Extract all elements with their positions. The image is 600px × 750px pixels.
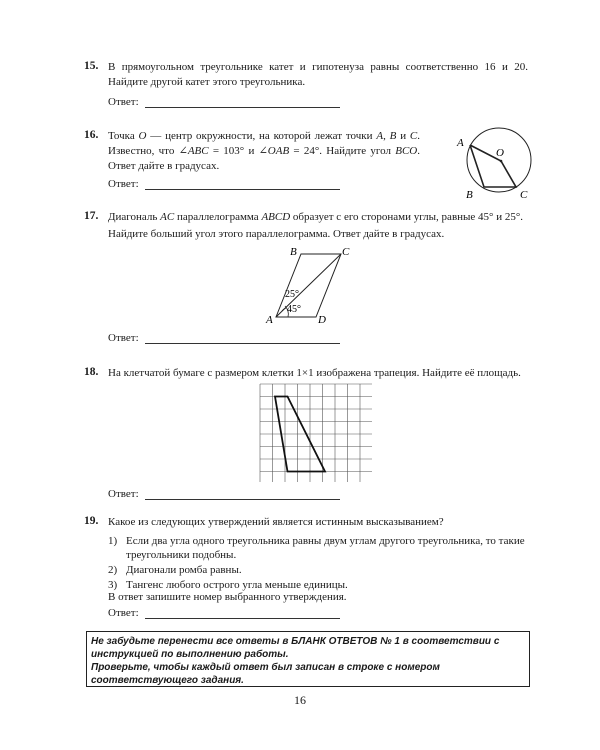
answer-label: Ответ:: [108, 332, 139, 344]
problem-17-number: 17.: [84, 210, 99, 222]
label-C: C: [520, 189, 528, 201]
problem-15-answer[interactable]: [108, 96, 340, 108]
circle-inscribed-lines: [470, 145, 516, 187]
angle-label-45: 45°: [287, 304, 301, 315]
grid-lines: [260, 384, 372, 482]
answer-label: Ответ:: [108, 488, 139, 500]
problem-17-answer[interactable]: [108, 332, 340, 344]
problem-15-text: В прямоугольном треугольнике катет и гипотенуза равны соответственно 16 и 20. Найдите другой катет этого треугольника.: [108, 61, 528, 88]
notice-line-2: Проверьте, чтобы каждый ответ был записан в строке с номером соответствующего задания.: [91, 662, 440, 686]
problem-19-options: [108, 534, 528, 592]
option-number: 2): [108, 564, 118, 576]
center-point: [500, 160, 503, 163]
page-number: 16: [294, 693, 306, 707]
answer-label: Ответ:: [108, 96, 139, 108]
label-A: A: [457, 137, 464, 149]
option-text: Тангенс любого острого угла меньше единицы.: [126, 579, 348, 591]
option-text: Диагонали ромба равны.: [126, 564, 242, 576]
problem-19-answer[interactable]: [108, 607, 340, 619]
diagonal-AC: [276, 254, 341, 317]
problem-19-question: Какое из следующих утверждений является истинным высказыванием?: [108, 516, 444, 528]
answer-label: Ответ:: [108, 607, 139, 619]
circle-figure: [448, 124, 548, 204]
option-text: Если два угла одного треугольника равны двум углам другого треугольника, то такие треугольники подобны.: [126, 535, 525, 561]
notice-line-1: Не забудьте перенести все ответы в БЛАНК ОТВЕТОВ № 1 в соответствии с инструкцией по выполнению работы.: [91, 636, 500, 660]
answer-label: Ответ:: [108, 178, 139, 190]
answer-field[interactable]: [145, 97, 340, 108]
answer-field[interactable]: [145, 608, 340, 619]
label-O: O: [496, 147, 504, 159]
problem-18-answer[interactable]: [108, 488, 340, 500]
problem-17-text2: Найдите больший угол этого параллелограмма. Ответ дайте в градусах.: [108, 228, 445, 240]
problem-19-instruction: В ответ запишите номер выбранного утверждения.: [108, 591, 347, 603]
label-A: A: [266, 314, 273, 326]
option-1: [108, 534, 528, 562]
option-number: 1): [108, 535, 118, 547]
problem-19-number: 19.: [84, 515, 99, 527]
label-B: B: [466, 189, 473, 201]
problem-16-number: 16.: [84, 129, 99, 141]
problem-17-text: Диагональ AC параллелограмма ABCD образует с его сторонами углы, равные 45° и 25°.: [108, 211, 523, 223]
label-C: C: [342, 246, 350, 258]
problem-16-answer[interactable]: [108, 178, 340, 190]
answer-field[interactable]: [145, 333, 340, 344]
grid-figure: [258, 382, 372, 482]
problem-16-text: Точка O — центр окружности, на которой лежат точки A, B и C. Известно, что ∠ABC = 103° и ∠OAB = 24°. Найдите угол BCO. Ответ дайте в градусах.: [108, 130, 421, 172]
label-B: B: [290, 246, 297, 258]
option-2: [108, 563, 528, 577]
problem-18-text: На клетчатой бумаге с размером клетки 1×1 изображена трапеция. Найдите её площадь.: [108, 367, 521, 379]
label-D: D: [318, 314, 326, 326]
notice-box: [86, 631, 530, 687]
angle-label-25: 25°: [285, 289, 299, 300]
answer-field[interactable]: [145, 179, 340, 190]
answer-field[interactable]: [145, 489, 340, 500]
parallelogram-figure: [258, 244, 358, 326]
problem-18-number: 18.: [84, 366, 99, 378]
problem-15-number: 15.: [84, 60, 99, 72]
option-number: 3): [108, 579, 118, 591]
